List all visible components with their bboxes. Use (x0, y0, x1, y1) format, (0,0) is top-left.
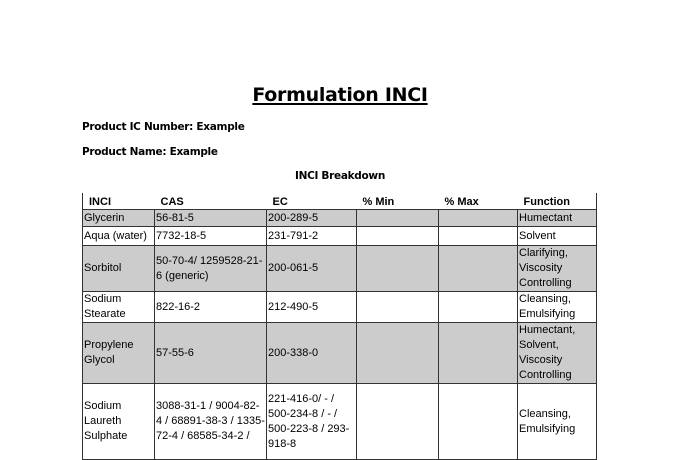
inci-table (82, 193, 597, 460)
cell-function: Clarifying, Viscosity Controlling (518, 246, 597, 292)
cell-min (357, 292, 439, 323)
cell-ec: 212-490-5 (267, 292, 357, 323)
cell-min (357, 323, 439, 384)
header-min: % Min (362, 196, 395, 208)
header-ec: EC (272, 196, 288, 208)
header-inci: INCI (83, 193, 155, 210)
cell-ec: 231-791-2 (267, 227, 357, 246)
cell-inci: Sodium Stearate (83, 292, 155, 323)
header-max: % Max (444, 196, 479, 208)
header-function: Function (518, 193, 597, 210)
header-cas: CAS (160, 196, 184, 208)
cell-function: Cleansing, Emulsifying (518, 292, 597, 323)
cell-max (439, 227, 518, 246)
cell-cas: 56-81-5 (155, 210, 267, 227)
cell-min (357, 210, 439, 227)
cell-cas: 7732-18-5 (155, 227, 267, 246)
cell-min (357, 227, 439, 246)
cell-function: Humectant (518, 210, 597, 227)
cell-inci: Glycerin (83, 210, 155, 227)
cell-ec: 221-416-0/ - / 500-234-8 / - / 500-223-8 / 293-918-8 (267, 384, 357, 460)
cell-inci: Propylene Glycol (83, 323, 155, 384)
cell-min (357, 246, 439, 292)
cell-max (439, 246, 518, 292)
table-row (83, 227, 597, 246)
document-title (0, 84, 680, 106)
table-row (83, 246, 597, 292)
cell-max (439, 323, 518, 384)
cell-max (439, 292, 518, 323)
cell-ec: 200-338-0 (267, 323, 357, 384)
cell-ec: 200-061-5 (267, 246, 357, 292)
table-row (83, 323, 597, 384)
cell-max (439, 384, 518, 460)
cell-function: Cleansing, Emulsifying (518, 384, 597, 460)
cell-inci: Sorbitol (83, 246, 155, 292)
cell-cas: 50-70-4/ 1259528-21-6 (generic) (155, 246, 267, 292)
cell-cas: 57-55-6 (155, 323, 267, 384)
cell-inci: Sodium Laureth Sulphate (83, 384, 155, 460)
cell-cas: 822-16-2 (155, 292, 267, 323)
table-row (83, 210, 597, 227)
cell-function: Humectant, Solvent, Viscosity Controlling (518, 323, 597, 384)
document-title-text: Formulation INCI (252, 84, 428, 106)
table-header-row (83, 193, 597, 210)
cell-inci: Aqua (water) (83, 227, 155, 246)
product-name: Product Name: Example (82, 146, 218, 158)
cell-cas: 3088-31-1 / 9004-82-4 / 68891-38-3 / 1335-72-4 / 68585-34-2 / (155, 384, 267, 460)
table-row (83, 384, 597, 460)
cell-min (357, 384, 439, 460)
cell-max (439, 210, 518, 227)
cell-ec: 200-289-5 (267, 210, 357, 227)
product-ic-number: Product IC Number: Example (82, 121, 245, 133)
cell-function: Solvent (518, 227, 597, 246)
table-row (83, 292, 597, 323)
section-heading: INCI Breakdown (294, 170, 386, 182)
